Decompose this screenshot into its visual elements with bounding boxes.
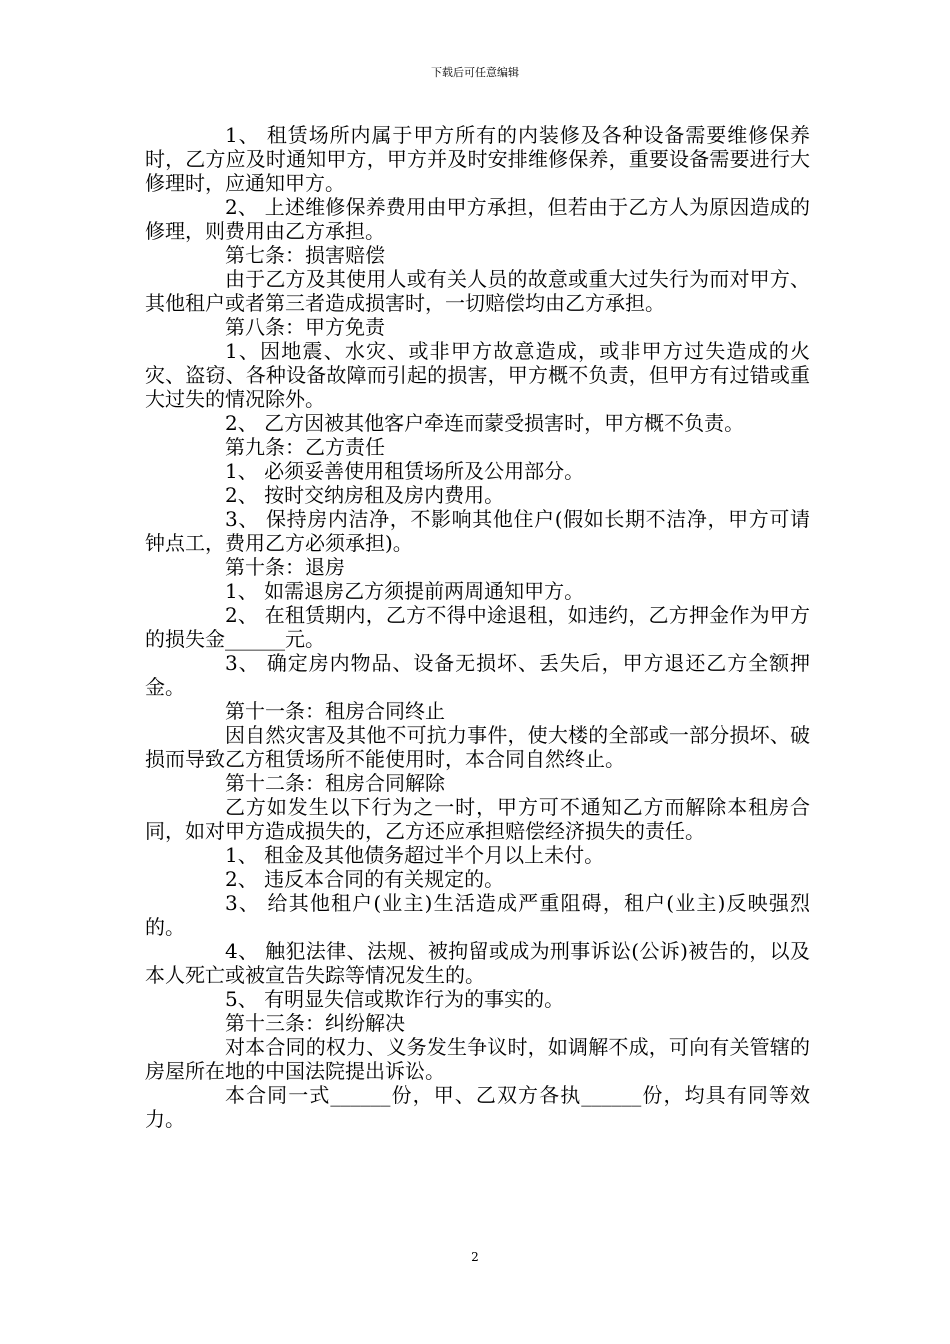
clause-7-heading: 第七条：损害赔偿 bbox=[225, 243, 385, 267]
clause-12-item-2: 2、 违反本合同的有关规定的。 bbox=[225, 867, 505, 891]
clause-8-heading: 第八条：甲方免责 bbox=[225, 315, 385, 339]
clause-12-item-4: 4、 触犯法律、法规、被拘留或成为刑事诉讼(公诉)被告的，以及本人死亡或被宣告失踪等情况发生的。 bbox=[145, 939, 810, 987]
clause-9-heading: 第九条：乙方责任 bbox=[225, 435, 385, 459]
clause-6-item-2: 2、 上述维修保养费用由甲方承担，但若由于乙方人为原因造成的修理，则费用由乙方承担。 bbox=[145, 195, 810, 243]
page-number: 2 bbox=[471, 1250, 479, 1264]
clause-12-item-3: 3、 给其他租户(业主)生活造成严重阻碍，租户(业主)反映强烈的。 bbox=[145, 891, 810, 939]
copies-clause: 本合同一式______份，甲、乙双方各执______份，均具有同等效力。 bbox=[145, 1083, 810, 1131]
clause-13-heading: 第十三条：纠纷解决 bbox=[225, 1011, 405, 1035]
clause-8-item-1: 1、因地震、水灾、或非甲方故意造成，或非甲方过失造成的火灾、盗窃、各种设备故障而引起的损害，甲方概不负责，但甲方有过错或重大过失的情况除外。 bbox=[145, 339, 810, 411]
clause-10-item-1: 1、 如需退房乙方须提前两周通知甲方。 bbox=[225, 579, 585, 603]
clause-9-item-1: 1、 必须妥善使用租赁场所及公用部分。 bbox=[225, 459, 585, 483]
clause-10-item-3: 3、 确定房内物品、设备无损坏、丢失后，甲方退还乙方全额押金。 bbox=[145, 651, 810, 699]
clause-9-item-2: 2、 按时交纳房租及房内费用。 bbox=[225, 483, 505, 507]
page-header: 下载后可任意编辑 bbox=[431, 66, 519, 79]
clause-6-item-1: 1、 租赁场所内属于甲方所有的内装修及各种设备需要维修保养时，乙方应及时通知甲方，甲方并及时安排维修保养，重要设备需要进行大修理时，应通知甲方。 bbox=[145, 123, 810, 195]
clause-11-heading: 第十一条：租房合同终止 bbox=[225, 699, 445, 723]
clause-10-heading: 第十条：退房 bbox=[225, 555, 345, 579]
clause-12-text: 乙方如发生以下行为之一时，甲方可不通知乙方而解除本租房合同，如对甲方造成损失的，乙方还应承担赔偿经济损失的责任。 bbox=[145, 795, 810, 843]
clause-7-text: 由于乙方及其使用人或有关人员的故意或重大过失行为而对甲方、其他租户或者第三者造成损害时，一切赔偿均由乙方承担。 bbox=[145, 267, 810, 315]
clause-8-item-2: 2、 乙方因被其他客户牵连而蒙受损害时，甲方概不负责。 bbox=[225, 411, 745, 435]
document-body bbox=[145, 123, 810, 1131]
clause-12-item-5: 5、 有明显失信或欺诈行为的事实的。 bbox=[225, 987, 565, 1011]
clause-13-text: 对本合同的权力、义务发生争议时，如调解不成，可向有关管辖的房屋所在地的中国法院提出诉讼。 bbox=[145, 1035, 810, 1083]
clause-12-item-1: 1、 租金及其他债务超过半个月以上未付。 bbox=[225, 843, 605, 867]
clause-9-item-3: 3、 保持房内洁净，不影响其他住户(假如长期不洁净，甲方可请钟点工，费用乙方必须承担)。 bbox=[145, 507, 810, 555]
clause-12-heading: 第十二条：租房合同解除 bbox=[225, 771, 445, 795]
clause-10-item-2: 2、 在租赁期内，乙方不得中途退租，如违约，乙方押金作为甲方的损失金______元。 bbox=[145, 603, 810, 651]
clause-11-text: 因自然灾害及其他不可抗力事件，使大楼的全部或一部分损坏、破损而导致乙方租赁场所不能使用时，本合同自然终止。 bbox=[145, 723, 810, 771]
